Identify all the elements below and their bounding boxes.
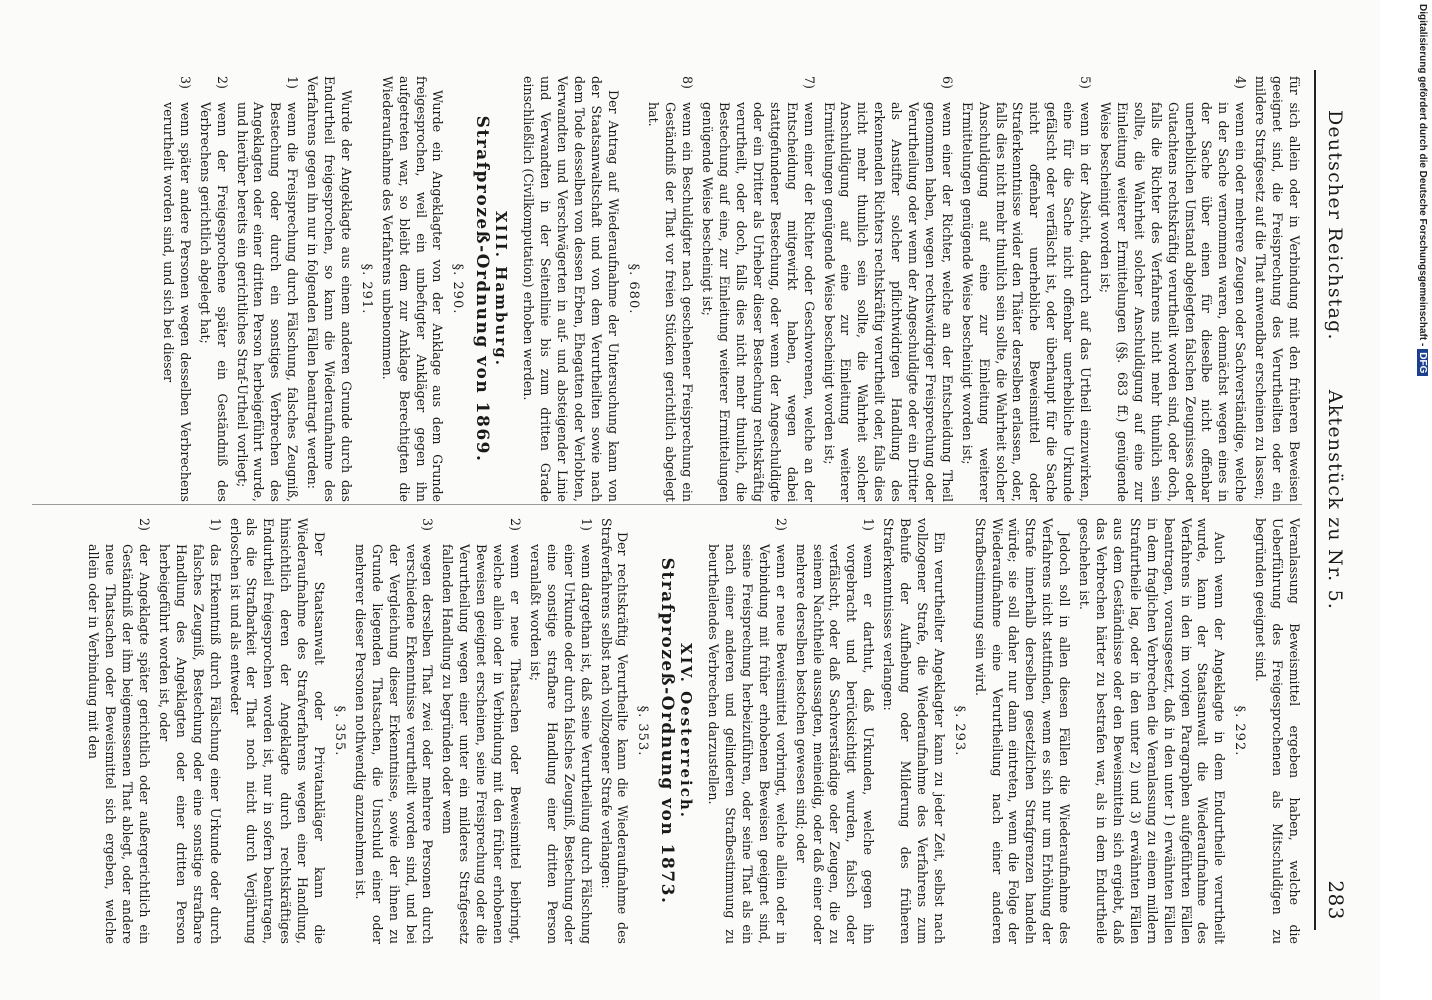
list-item: 4) wenn ein oder mehrere Zeugen oder Sachverständige, welche in der Sache vernommen waren, demnächst wegen eines in der Sache über einen für dieselbe nicht offenbar unerheblichen Umstand abgelegten falschen Zeugnisses oder Gutachtens rechtskräftig verurtheilt worden sind, oder doch, falls die Richter des Verfahrens nicht mehr thunlich sein sollte, die Wahrheit solcher Anschuldigung auf eine zur Einleitung weiterer Ermittelungen (§§. 683 ff.) genügende Weise bescheinigt worden ist;	[1098, 76, 1249, 502]
section-subtitle-oesterreich: Strafprozeß-Ordnung von 1873.	[657, 557, 678, 905]
left-column	[32, 76, 1302, 502]
left-continuation: für sich allein oder in Verbindung mit den früheren Beweisen geeignet sind, die Freisprechung des Verurtheilten oder ein mildere Strafgesetz auf die That anwendbar erscheinen zu lassen;	[1253, 76, 1302, 502]
section-subtitle-hamburg: Strafprozeß-Ordnung von 1869.	[472, 115, 493, 463]
running-head	[1314, 70, 1352, 930]
page-number: 283	[1324, 880, 1348, 920]
paragraph-353-text: Der rechtskräftig Verurtheilte kann die Wiederaufnahme des Strafverfahrens selbst nach vollzogener Strafe verlangen:	[598, 518, 631, 944]
list-item: 1) das Erkenntniß durch Fälschung einer Urkunde oder durch falsches Zeugniß, Bestechung oder eine sonstige strafbare Handlung des Angeklagten oder einer dritten Person herbeigeführt worden ist, oder	[156, 518, 223, 944]
header-document-ref: Aktenstück zu Nr. 5.	[1324, 389, 1346, 611]
dfg-badge: DFG	[1417, 349, 1428, 376]
list-item: 1) wenn dargethan ist, daß seine Verurtheilung durch Fälschung einer Urkunde oder durch falsches Zeugniß, Bestechung oder eine sonstige strafbare Handlung einer dritten Person veranlaßt worden ist;	[527, 518, 594, 944]
paragraph-290-text: Wurde ein Angeklagter von der Anklage aus dem Grunde freigesprochen, weil ein unbefugter Ankläger gegen ihn aufgetreten war, so bleibt dem zur Anklage Berechtigten die Wiederaufnahme des Verfahrens unbenommen.	[379, 76, 446, 502]
paragraph-355-text: Der Staatsanwalt oder Privatankläger kann die Wiederaufnahme des Strafverfahrens wegen einer Handlung, hinsichtlich deren der Angeklagte durch rechtskräftiges Endurtheil freigesprochen worden ist, nur in sofern beantragen, als die Strafbarkeit der That noch nicht durch Verjährung erloschen ist und als entweder	[227, 518, 328, 944]
paragraph-291-text: Wurde der Angeklagte aus einem anderen Grunde durch das Endurtheil freigesprochen, so kann die Wiederaufnahme des Verfahrens gegen ihn nur in folgenden Fällen beantragt werden:	[305, 76, 354, 502]
right-column	[32, 518, 1302, 944]
paragraph-293-text: Ein verurtheilter Angeklagter kann zu jeder Zeit, selbst nach vollzogener Strafe, die Wiederaufnahme des Verfahrens zum Behufe der Aufhebung oder Milderung des früheren Straferkenntnisses verlangen:	[881, 518, 947, 944]
paragraph-heading-292: §. 292.	[1232, 705, 1248, 757]
paragraph-heading-355: §. 355.	[331, 705, 347, 757]
list-item: 2) wenn er neue Thatsachen oder Beweismittel beibringt, welche allein oder in Verbindung mit den früher erhobenen Beweisen geeignet erscheinen, seine Freisprechung oder die Verurtheilung wegen einer unter ein milderes Strafgesetz fallenden Handlung zu begründen oder wenn	[440, 518, 524, 944]
column-divider	[32, 504, 1302, 505]
list-item: 3) wegen derselben That zwei oder mehrere Personen durch verschiedene Erkenntnisse verurtheilt worden sind, und bei der Vergleichung dieser Erkenntnisse, sowie der ihnen zu Grunde liegenden Thatsachen, die Unschuld einer oder mehrerer dieser Personen nothwendig anzunehmen ist.	[352, 518, 436, 944]
paragraph-heading-680: §. 680.	[625, 263, 641, 315]
list-item: 3) wenn später andere Personen wegen desselben Verbrechens verurtheilt worden sind, und sich bei dieser	[160, 76, 193, 502]
list-item: 7) wenn einer der Richter oder Geschworenen, welche an der Entscheidung mitgewirkt haben, wegen dabei stattgefundener Bestechung, oder wenn der Angeschuldigte oder ein Dritter als Urheber dieser Bestechung rechtskräftig verurtheilt, oder doch, falls dies nicht mehr thunlich, die Bestechung auf eine, zur Einleitung weiterer Ermittelungen genügende Weise bescheinigt ist;	[700, 76, 817, 502]
list-item: 8) wenn ein Beschuldigter nach geschehener Freisprechung ein Geständniß der That vor freien Stücken gerichtlich abgelegt hat.	[646, 76, 696, 502]
paragraph-292-text-2: Jedoch soll in allen diesen Fällen die Wiederaufnahme des Verfahrens nicht stattfinden, wenn es sich nur um Erhöhung der Strafe innerhalb derselben gesetzlichen Strafgrenzen handeln würde; sie soll daher nur dann eintreten, wenn die Folge der Wiederaufnahme eine Verurtheilung nach einer anderen Strafbestimmung sein wird.	[972, 518, 1073, 944]
header-publication: Deutscher Reichstag.	[1324, 110, 1346, 341]
list-item: 1) wenn er darthut, daß Urkunden, welche gegen ihn vorgebracht und berücksichtigt wurden, falsch oder verfälscht, oder daß Sachverständige oder Zeugen, die zu seinem Nachtheile aussagten, meineidig, oder daß einer oder mehrere derselben bestochen gewesen sind; oder	[793, 518, 877, 944]
paragraph-heading-353: §. 353.	[635, 705, 651, 757]
paragraph-heading-291: §. 291.	[358, 263, 374, 315]
list-item: 2) der Angeklagte später gerichtlich oder außergerichtlich ein Geständniß der ihm beigemessenen That ablegt, oder andere neue Thatsachen oder Beweismittel sich ergeben, welche allein oder in Verbindung mit den	[86, 518, 152, 944]
digitization-credit	[1416, 4, 1430, 604]
paragraph-680-text: Der Antrag auf Wiederaufnahme der Untersuchung kann von der Staatsanwaltschaft und von dem Verurtheilten sowie nach dem Tode desselben von dessen Erben, Ehegatten oder Verlobten, Verwandten und Verschwägerten in auf- und absteigender Linie und Verwandten in der Seitenlinie bis zum dritten Grade einschließlich (Civilkomputation) erhoben werden.	[521, 76, 621, 502]
list-item: 2) wenn er neue Beweismittel vorbringt, welche allein oder in Verbindung mit früher erhobenen Beweisen geeignet sind, seine Freisprechung herbeizuführen, oder seine That als ein nach einer anderen und gelinderen Strafbestimmung zu beurtheilendes Verbrechen darzustellen.	[706, 518, 789, 944]
section-title-hamburg: XIII. Hamburg.	[492, 211, 511, 367]
list-item: 5) wenn in der Absicht, dadurch auf das Urtheil einzuwirken, eine für die Sache nicht offenbar unerhebliche Urkunde gefälscht oder verfälscht ist, oder überhaupt für die Sache nicht offenbar unerhebliche Beweismittel oder Straferkenntnisse wider den Thäter derselben erlassen, oder, falls dies nicht mehr thunlich sein sollte, die Wahrheit solcher Anschuldigung auf eine zur Einleitung weiterer Ermittelungen genügende Weise bescheinigt worden ist;	[959, 76, 1094, 502]
list-item: 2) wenn der Freigesprochene später ein Geständniß des Verbrechens gerichtlich abgelegt hat;	[197, 76, 230, 502]
paragraph-heading-293: §. 293.	[951, 705, 967, 757]
list-item: 1) wenn die Freisprechung durch Fälschung, falsches Zeugniß, Bestechung oder durch ein sonstiges Verbrechen des Angeklagten oder einer dritten Person herbeigeführt wurde, und hierüber bereits ein gerichtliches Straf-Urtheil vorliegt;	[234, 76, 301, 502]
section-title-oesterreich: XIV. Oesterreich.	[677, 643, 696, 819]
credit-text: Digitalisierung gefördert durch die Deutsche Forschungsgemeinschaft -	[1417, 4, 1428, 347]
paragraph-292-text: Auch wenn der Angeklagte in dem Endurtheile verurtheilt wurde, kann der Staatsanwalt die Wiederaufnahme des Verfahrens in den im vorigen Paragraphen aufgeführten Fällen beantragen, vorausgesetzt, daß in den unter 1) erwähnten Fällen in dem fraglichen Verbrechen die Veranlassung zu einem mildern Strafurtheile lag, oder in den unter 2) und 3) erwähnten Fällen aus dem Geständnisse oder den Beweismitteln sich ergiebt, daß das Verbrechen härter zu bestrafen war, als in dem Endurtheile geschehen ist.	[1077, 518, 1228, 944]
list-item: 6) wenn einer der Richter, welche an der Entscheidung Theil genommen haben, wegen rechtswidriger Freisprechung oder Verurtheilung oder wenn der Angeschuldigte oder ein Dritter als Anstifter solcher pflichtwidrigen Handlung des erkennenden Richters rechtskräftig verurtheilt oder, falls dies nicht mehr thunlich sein sollte, die Wahrheit solcher Anschuldigung auf eine zur Einleitung weiterer Ermittelungen genügende Weise bescheinigt worden ist;	[821, 76, 955, 502]
paragraph-heading-290: §. 290.	[450, 263, 466, 315]
right-continuation: Veranlassung Beweismittel ergeben haben, welche die Ueberführung des Freigesprochenen als Mitschuldigen zu begründen geeignet sind.	[1253, 518, 1302, 944]
